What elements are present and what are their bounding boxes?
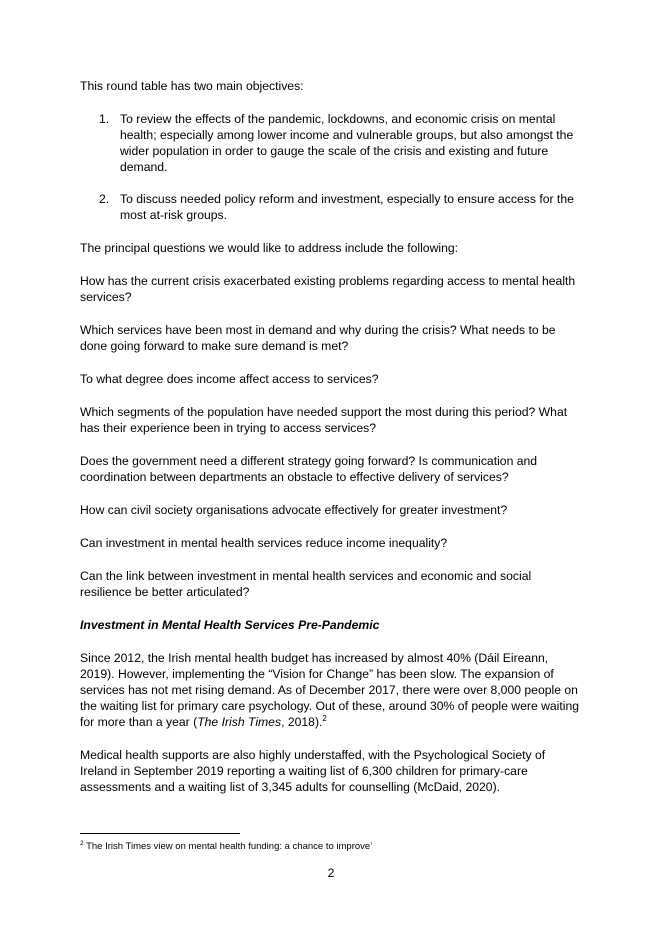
question-paragraph: Can the link between investment in mental health services and economic and social resilience be better articulated? <box>80 569 532 599</box>
question-paragraph: Does the government need a different strategy going forward? Is communication and coordination between departments an obstacle to effective delivery of services? <box>80 454 538 484</box>
objective-text: To review the effects of the pandemic, lockdowns, and economic crisis on mental health; especially among lower income and vulnerable groups, but also amongst the wider population in order to gauge the scale of the crisis and existing and future demand. <box>120 112 574 174</box>
question-paragraph: How has the current crisis exacerbated existing problems regarding access to mental health services? <box>80 274 576 304</box>
footnote <box>80 841 372 853</box>
page-body <box>80 78 585 812</box>
objectives-list <box>80 111 585 223</box>
question-paragraph: Which services have been most in demand and why during the crisis? What needs to be done going forward to make sure demand is met? <box>80 323 556 353</box>
investment-paragraph <box>80 650 585 730</box>
paragraph-text: Since 2012, the Irish mental health budget has increased by almost 40% (Dáil Eireann, 2019). However, implementing the “Vision for Change” has been slow. The expansion of services has not met rising demand. As of December 2017, there were over 8,000 people on the waiting list for primary care psychology. Out of these, around 30% of people were waiting for more than a year ( <box>80 651 580 729</box>
citation-title: The Irish Times <box>197 715 282 729</box>
page-number: 2 <box>327 866 335 880</box>
question-paragraph: To what degree does income affect access to services? <box>80 372 379 386</box>
question-paragraph: Which segments of the population have needed support the most during this period? What has their experience been in trying to access services? <box>80 405 568 435</box>
question-paragraph: Can investment in mental health services reduce income inequality? <box>80 536 448 550</box>
footnote-reference[interactable]: 2 <box>322 714 327 723</box>
objective-item <box>80 191 585 223</box>
section-heading: Investment in Mental Health Services Pre-Pandemic <box>80 618 380 632</box>
questions-intro: The principal questions we would like to address include the following: <box>80 241 459 255</box>
paragraph-text: , 2018). <box>281 715 323 729</box>
objective-text: To discuss needed policy reform and investment, especially to ensure access for the most at-risk groups. <box>120 192 574 222</box>
footnote-divider <box>80 833 240 834</box>
intro-text: This round table has two main objectives: <box>80 79 304 93</box>
footnote-mark: 2 <box>80 840 84 847</box>
staffing-paragraph: Medical health supports are also highly understaffed, with the Psychological Society of Ireland in September 2019 reporting a waiting list of 6,300 children for primary-care assessments and a waiting list of 3,345 adults for counselling (McDaid, 2020). <box>80 748 546 794</box>
objective-number: 1. <box>99 112 110 126</box>
objective-number: 2. <box>99 192 110 206</box>
footnote-text: The Irish Times view on mental health funding: a chance to improve’ <box>83 841 373 852</box>
question-paragraph: How can civil society organisations advocate effectively for greater investment? <box>80 503 508 517</box>
objective-item <box>80 111 585 175</box>
